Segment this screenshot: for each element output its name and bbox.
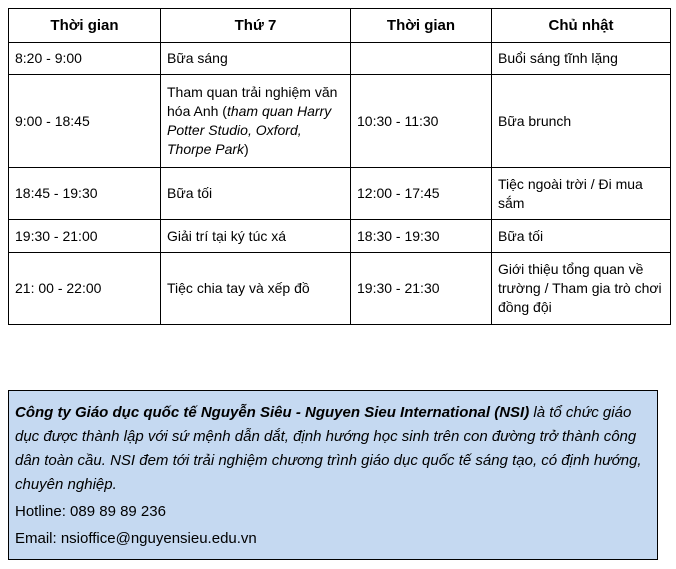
table-row <box>9 43 671 75</box>
time-saturday-cell: 8:20 - 9:00 <box>9 43 161 75</box>
time-sunday-cell <box>351 43 492 75</box>
sunday-activity-cell: Tiệc ngoài trời / Đi mua sắm <box>492 168 671 220</box>
time-saturday-cell: 21: 00 - 22:00 <box>9 253 161 325</box>
time-saturday-cell: 19:30 - 21:00 <box>9 220 161 253</box>
activity-text: Tham quan trải nghiệm văn hóa Anh ( <box>167 84 338 119</box>
time-saturday-cell: 18:45 - 19:30 <box>9 168 161 220</box>
sunday-activity-cell: Giới thiệu tổng quan về trường / Tham gia trò chơi đồng đội <box>492 253 671 325</box>
header-saturday: Thứ 7 <box>161 9 351 43</box>
sunday-activity-cell: Bữa brunch <box>492 75 671 168</box>
saturday-activity-cell: Bữa sáng <box>161 43 351 75</box>
activity-text-end: ) <box>244 141 249 157</box>
header-time-sunday: Thời gian <box>351 9 492 43</box>
time-sunday-cell: 18:30 - 19:30 <box>351 220 492 253</box>
time-sunday-cell: 10:30 - 11:30 <box>351 75 492 168</box>
sunday-activity-cell: Bữa tối <box>492 220 671 253</box>
company-description <box>15 401 651 497</box>
saturday-activity-cell <box>161 75 351 168</box>
table-row <box>9 75 671 168</box>
sunday-activity-cell: Buổi sáng tĩnh lặng <box>492 43 671 75</box>
hotline: Hotline: 089 89 89 236 <box>15 503 166 520</box>
header-time-saturday: Thời gian <box>9 9 161 43</box>
activity-details: tham quan Harry Potter Studio, Oxford, Thorpe Park <box>167 103 332 157</box>
saturday-activity-cell: Bữa tối <box>161 168 351 220</box>
saturday-activity-cell: Giải trí tại ký túc xá <box>161 220 351 253</box>
company-name: Công ty Giáo dục quốc tế Nguyễn Siêu - Nguyen Sieu International (NSI) <box>15 404 530 421</box>
time-sunday-cell: 12:00 - 17:45 <box>351 168 492 220</box>
company-info-box <box>8 390 658 560</box>
table-header-row <box>9 9 671 43</box>
table-row <box>9 168 671 220</box>
header-sunday: Chủ nhật <box>492 9 671 43</box>
table-row <box>9 220 671 253</box>
email: Email: nsioffice@nguyensieu.edu.vn <box>15 530 257 547</box>
schedule-table <box>8 8 671 325</box>
company-mission: là tổ chức giáo dục được thành lập với sứ mệnh dẫn dắt, định hướng học sinh trên con đường trở thành công dân toàn cầu. NSI đem tới trải nghiệm chương trình giáo dục quốc tế sáng tạo, có định hướng, chuyên nghiệp. <box>15 404 642 493</box>
table-row <box>9 253 671 325</box>
time-sunday-cell: 19:30 - 21:30 <box>351 253 492 325</box>
time-saturday-cell: 9:00 - 18:45 <box>9 75 161 168</box>
saturday-activity-cell: Tiệc chia tay và xếp đồ <box>161 253 351 325</box>
